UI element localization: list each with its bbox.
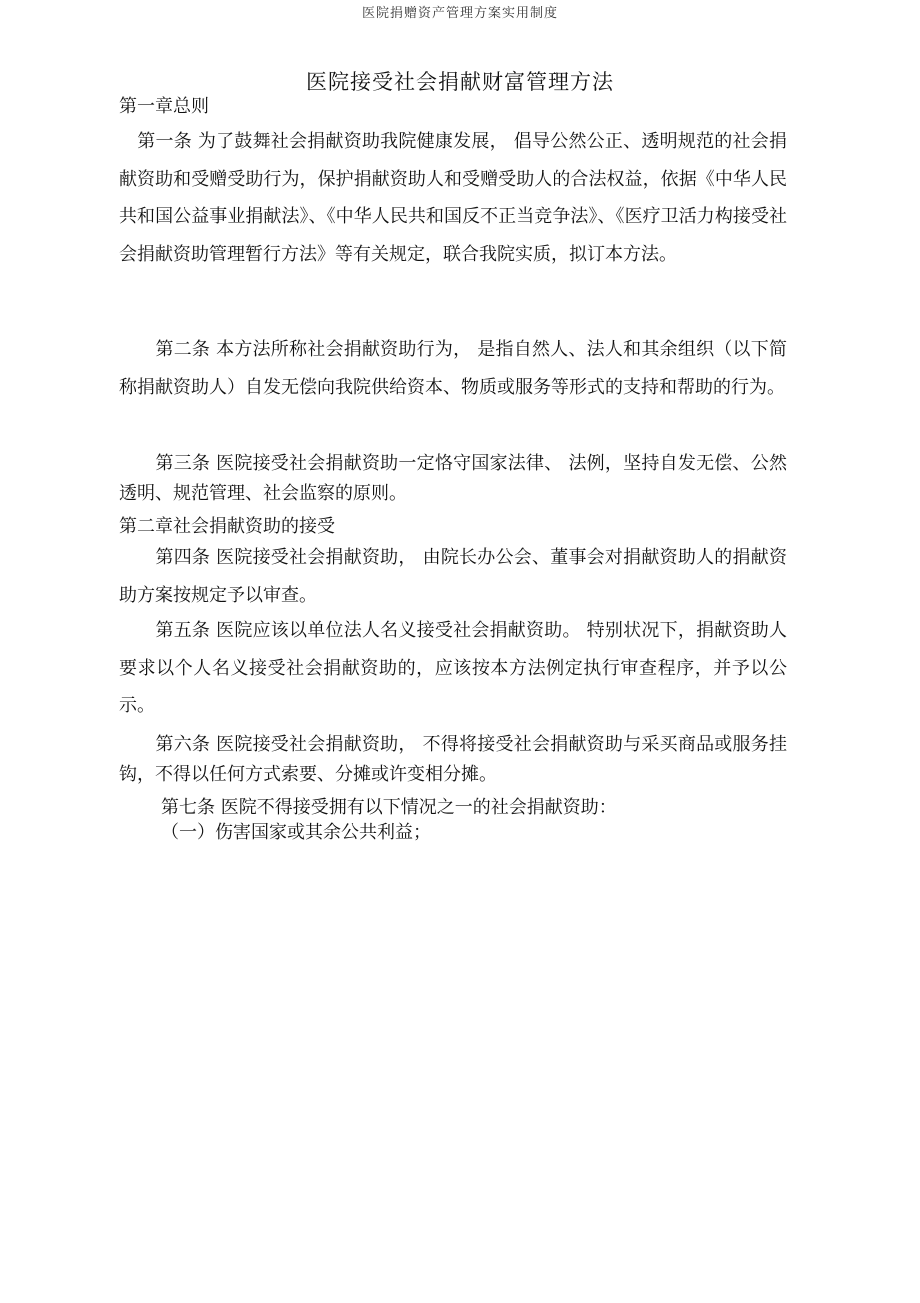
- article-7: 第七条 医院不得接受拥有以下情况之一的社会捐献资助：: [161, 797, 617, 818]
- document-title: 医院接受社会捐献财富管理方法: [306, 70, 614, 94]
- article-5: 第五条 医院应该以单位法人名义接受社会捐献资助。 特别状况下，捐献资助人要求以个人名义接受社会捐献资助的，应该按本方法例定执行审查程序，并予以公示。: [119, 620, 787, 716]
- article-7-item-1: （一）伤害国家或其余公共利益；: [161, 822, 431, 843]
- article-6: 第六条 医院接受社会捐献资助， 不得将接受社会捐献资助与采买商品或服务挂钩，不得以任何方式索要、分摊或许变相分摊。: [119, 734, 787, 785]
- chapter-1-heading: 第一章总则: [119, 96, 209, 117]
- chapter-2-heading: 第二章社会捐献资助的接受: [119, 516, 335, 537]
- article-4: 第四条 医院接受社会捐献资助， 由院长办公会、董事会对捐献资助人的捐献资助方案按规定予以审查。: [119, 547, 787, 606]
- article-1: 第一条 为了鼓舞社会捐献资助我院健康发展， 倡导公然公正、透明规范的社会捐献资助和受赠受助行为，保护捐献资助人和受赠受助人的合法权益，依据《中华人民共和国公益事业捐献法》、《中华人民共和国反不正当竞争法》、《医疗卫活力构接受社会捐献资助管理暂行方法》等有关规定，联合我院实质，拟订本方法。: [119, 131, 787, 265]
- article-2: 第二条 本方法所称社会捐献资助行为， 是指自然人、法人和其余组织（以下简称捐献资助人）自发无偿向我院供给资本、物质或服务等形式的支持和帮助的行为。: [119, 339, 787, 398]
- running-header: 医院捐赠资产管理方案实用制度: [361, 6, 558, 21]
- article-3: 第三条 医院接受社会捐献资助一定恪守国家法律、 法例，坚持自发无偿、公然透明、规范管理、社会监察的原则。: [119, 453, 787, 504]
